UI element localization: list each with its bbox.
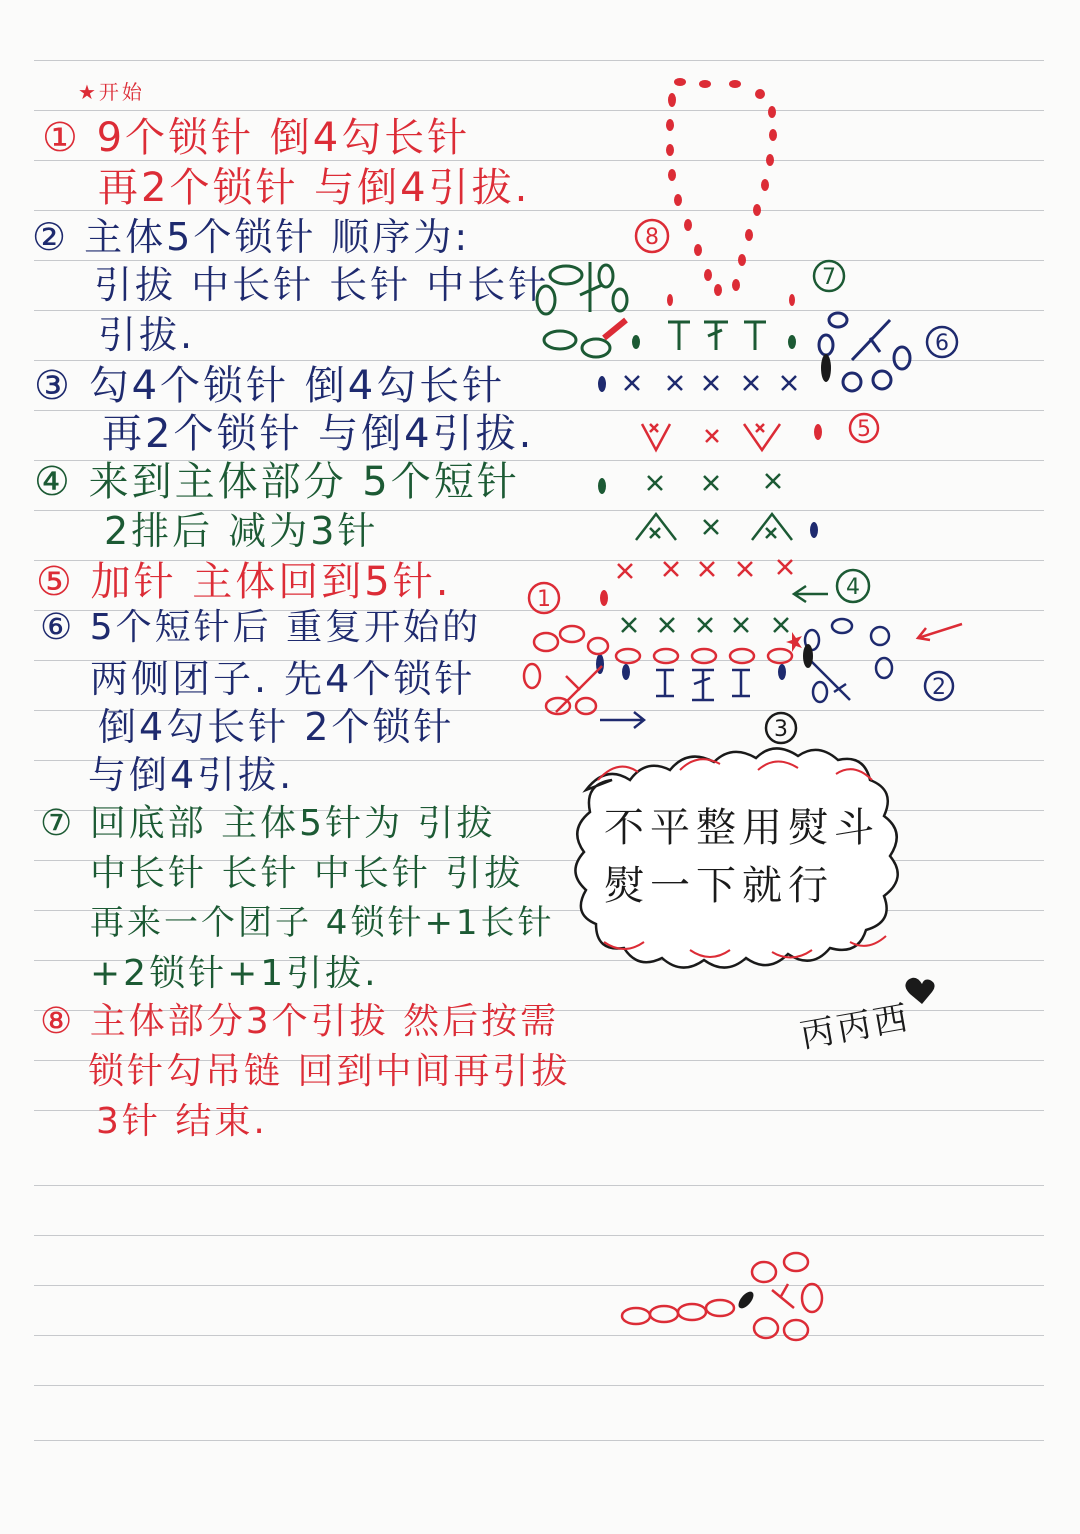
single-crochet — [700, 562, 714, 576]
loop-chain-stitch — [668, 169, 676, 181]
step-4-line-1: ④ 来到主体部分 5个短针 — [34, 459, 520, 505]
loop-chain-stitch — [768, 106, 776, 118]
double-stitch — [692, 670, 714, 700]
step-2-line-3: 引拔. — [98, 313, 196, 357]
chain-stitch — [537, 286, 555, 314]
loop-chain-stitch — [684, 219, 692, 231]
marker-7-label: 7 — [822, 265, 836, 290]
right-cluster-bottom — [803, 619, 892, 702]
bubble-text-line-1: 不平整用熨斗 — [604, 805, 880, 851]
slip-stitch-mark — [736, 1289, 757, 1311]
bottom-doodle-chain — [622, 1253, 822, 1340]
chain-stitch — [599, 265, 613, 287]
foundation-chain — [616, 649, 792, 663]
single-crochet — [660, 618, 674, 632]
half-double-stitch — [668, 322, 690, 350]
double-stitch — [810, 660, 850, 700]
slip-stitch-mark — [810, 522, 818, 538]
single-crochet — [766, 474, 780, 488]
chain-stitch — [582, 339, 610, 357]
chain-stitch — [802, 1284, 822, 1312]
step-3-line-1: ③ 勾4个锁针 倒4勾长针 — [34, 363, 506, 409]
single-crochet — [622, 618, 636, 632]
arrow-right-icon — [600, 712, 644, 728]
slip-stitch-mark — [778, 664, 786, 680]
single-crochet — [618, 564, 632, 578]
row-single-crochet-blue — [598, 376, 796, 392]
left-cluster-top — [537, 262, 627, 357]
slip-stitch-mark — [667, 294, 673, 306]
chain-stitch — [829, 313, 847, 327]
slip-stitch-mark — [600, 590, 608, 606]
double-stitch — [772, 1284, 794, 1308]
loop-chain-stitch — [704, 269, 712, 281]
heart-doodle — [905, 978, 934, 1004]
loop-chain-stitch — [766, 154, 774, 166]
chain-stitch — [819, 335, 833, 355]
step-6-line-4: 与倒4引拔. — [88, 753, 295, 797]
row-single-crochet-red — [600, 560, 792, 606]
single-crochet — [738, 562, 752, 576]
arrow-left-icon — [794, 586, 828, 602]
chain-stitch — [784, 1253, 808, 1271]
step-4-line-2: 2排后 减为3针 — [104, 509, 379, 553]
chain-stitch — [813, 682, 827, 702]
marker-5-label: 5 — [857, 417, 871, 442]
loop-chain-stitch — [745, 229, 753, 241]
marker-2-label: 2 — [932, 675, 946, 700]
single-crochet — [704, 376, 718, 390]
step-8-line-3: 3针 结束. — [96, 1101, 268, 1142]
marker-6-label: 6 — [935, 331, 949, 356]
double-stitch — [704, 322, 728, 350]
single-crochet — [782, 376, 796, 390]
step-1-line-2: 再2个锁针 与倒4引拔. — [98, 165, 531, 211]
chain-stitch — [768, 649, 792, 663]
marker-3-label: 3 — [774, 717, 788, 742]
single-crochet — [704, 520, 718, 534]
chain-stitch — [843, 373, 861, 391]
chain-stitch — [752, 1262, 776, 1282]
chain-stitch — [876, 658, 892, 678]
loop-chain-stitch — [753, 204, 761, 216]
chain-stitch — [678, 1304, 706, 1320]
chain-stitch — [576, 698, 596, 714]
loop-chain-stitch — [674, 78, 686, 86]
bottom-row-blue — [596, 654, 786, 700]
single-crochet — [744, 376, 758, 390]
chain-stitch — [650, 1306, 678, 1322]
chain-stitch — [654, 649, 678, 663]
loop-chain-stitch — [738, 254, 746, 266]
chain-stitch — [692, 649, 716, 663]
slip-stitch-mark — [632, 335, 640, 349]
loop-chain-stitch — [755, 89, 765, 99]
step-7-line-2: 中长针 长针 中长针 引拔 — [90, 853, 524, 894]
chain-stitch — [622, 1308, 650, 1324]
arrow-left-icon — [918, 624, 962, 640]
chain-stitch — [588, 638, 608, 654]
bubble-text-line-2: 熨一下就行 — [604, 863, 834, 909]
loop-chain-stitch — [769, 129, 777, 141]
slip-stitch-mark — [821, 354, 831, 382]
loop-chain-stitch — [699, 80, 711, 88]
loop-chain-stitch — [666, 144, 674, 156]
chain-stitch — [873, 371, 891, 389]
loop-chain-stitch — [761, 179, 769, 191]
star-icon — [786, 632, 802, 652]
chain-stitch — [560, 626, 584, 642]
marker-1-label: 1 — [537, 587, 551, 612]
chain-stitch — [524, 664, 540, 688]
single-crochet — [625, 376, 639, 390]
chain-stitch — [832, 619, 852, 633]
single-crochet — [648, 476, 662, 490]
chain-stitch — [894, 347, 910, 369]
step-6-line-2: 两侧团子. 先4个锁针 — [90, 657, 476, 701]
double-stitch — [852, 320, 890, 360]
single-crochet — [706, 430, 718, 442]
half-double-stitch — [744, 322, 766, 350]
chain-stitch — [706, 1300, 734, 1316]
slip-stitch-mark — [604, 320, 626, 338]
decrease-stitch — [752, 514, 792, 540]
chain-stitch — [544, 331, 576, 349]
single-crochet — [734, 618, 748, 632]
right-cluster-top — [819, 313, 910, 391]
loop-chain-stitch — [674, 194, 682, 206]
slip-stitch-mark — [598, 478, 606, 494]
step-7-line-1: ⑦ 回底部 主体5针为 引拔 — [40, 803, 496, 844]
step-5-line-1: ⑤ 加针 主体回到5针. — [36, 559, 452, 605]
row-decrease-green — [636, 514, 818, 540]
step-3-line-2: 再2个锁针 与倒4引拔. — [102, 411, 535, 457]
increase-stitch — [744, 424, 780, 450]
row-increase-red — [642, 424, 822, 450]
slip-stitch-mark — [803, 644, 813, 668]
row-single-crochet-green-2 — [622, 618, 802, 652]
single-crochet — [664, 562, 678, 576]
step-1-line-1: ① 9个锁针 倒4勾长针 — [42, 115, 471, 161]
single-crochet — [704, 476, 718, 490]
chain-stitch — [730, 649, 754, 663]
top-row — [632, 322, 796, 350]
step-2-line-1: ② 主体5个锁针 顺序为: — [32, 215, 471, 259]
slip-stitch-mark — [814, 424, 822, 440]
bubble-outline — [575, 748, 897, 967]
chain-stitch — [784, 1320, 808, 1340]
row-single-crochet-green — [598, 474, 780, 494]
chain-stitch — [550, 266, 582, 284]
half-double-stitch — [656, 670, 674, 696]
step-6-line-1: ⑥ 5个短针后 重复开始的 — [40, 607, 482, 648]
chain-stitch — [534, 633, 558, 651]
hanging-loop — [666, 78, 795, 306]
loop-chain-stitch — [666, 119, 674, 131]
marker-8-label: 8 — [645, 225, 659, 250]
loop-chain-stitch — [729, 80, 741, 88]
single-crochet — [668, 376, 682, 390]
slip-stitch-mark — [788, 335, 796, 349]
slip-stitch-mark — [598, 376, 606, 392]
loop-chain-stitch — [694, 244, 702, 256]
start-label: ★开始 — [78, 80, 145, 104]
marker-4-label: 4 — [846, 575, 860, 600]
half-double-stitch — [732, 670, 750, 696]
chain-stitch — [613, 289, 627, 311]
loop-chain-stitch — [668, 93, 676, 107]
left-cluster-bottom — [524, 626, 608, 714]
slip-stitch-mark — [622, 664, 630, 680]
chain-stitch — [754, 1318, 778, 1338]
single-crochet — [774, 618, 788, 632]
increase-stitch — [642, 424, 670, 450]
step-7-line-4: +2锁针+1引拔. — [90, 953, 379, 994]
step-2-line-2: 引拔 中长针 长针 中长针 — [94, 263, 550, 307]
speech-bubble — [575, 748, 897, 967]
signature: 丙丙西 — [797, 997, 914, 1057]
chain-stitch — [871, 627, 889, 645]
loop-chain-stitch — [732, 279, 740, 291]
decrease-stitch — [636, 514, 676, 540]
step-8-line-1: ⑧ 主体部分3个引拔 然后按需 — [40, 1001, 560, 1042]
step-7-line-3: 再来一个团子 4锁针+1长针 — [90, 903, 555, 943]
single-crochet — [778, 560, 792, 574]
loop-chain-stitch — [714, 284, 722, 296]
step-8-line-2: 锁针勾吊链 回到中间再引拔 — [88, 1051, 571, 1092]
step-6-line-3: 倒4勾长针 2个锁针 — [98, 705, 455, 749]
chain-stitch — [616, 649, 640, 663]
slip-stitch-mark — [789, 294, 795, 306]
heart-icon — [905, 978, 934, 1004]
single-crochet — [698, 618, 712, 632]
